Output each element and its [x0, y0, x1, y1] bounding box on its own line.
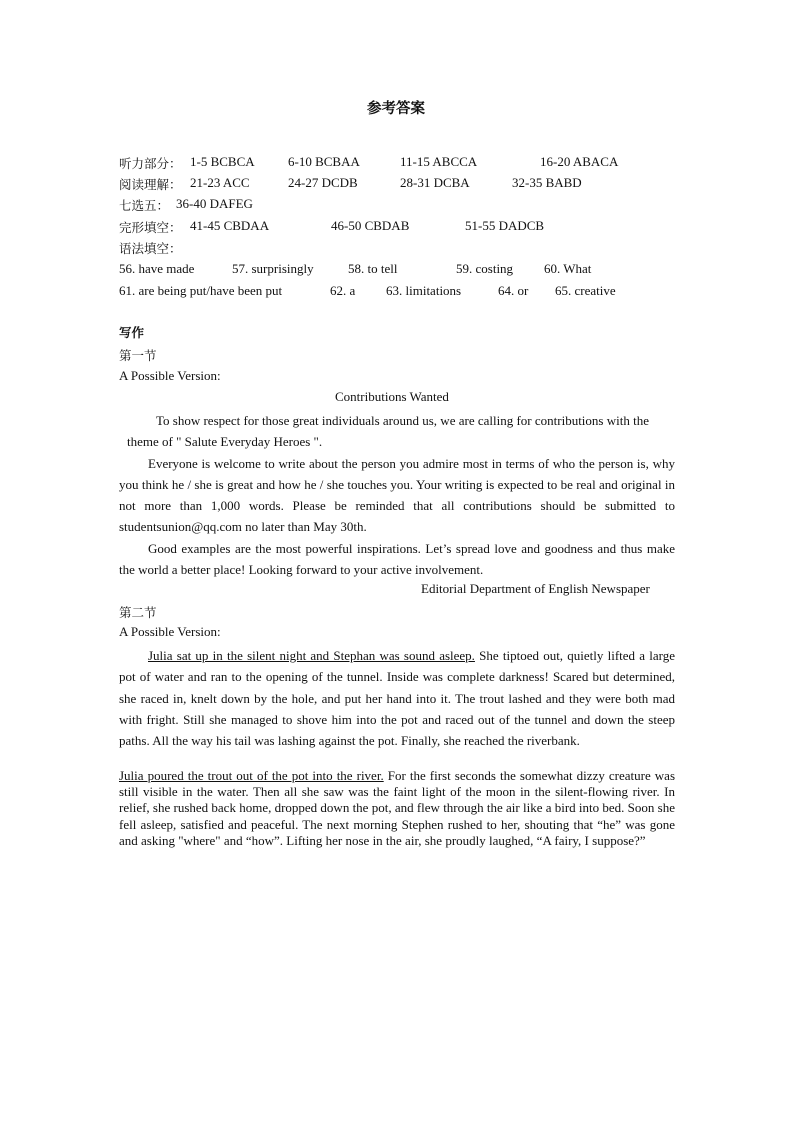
- section2-label: 第二节: [119, 605, 157, 620]
- listening-group: 6-10 BCBAA: [288, 154, 360, 169]
- listening-group: 1-5 BCBCA: [190, 154, 255, 169]
- essay-signature: Editorial Department of English Newspaper: [421, 581, 650, 596]
- grammar-answer: 62. a: [330, 283, 356, 298]
- seven-group: 36-40 DAFEG: [176, 196, 253, 211]
- essay-paragraph: Good examples are the most powerful inspirations. Let’s spread love and goodness and thus make the world a better place! Looking forward to your active involvement.: [119, 540, 675, 578]
- grammar-answer: 56. have made: [119, 261, 195, 276]
- listening-group: 16-20 ABACA: [540, 154, 619, 169]
- grammar-answer: 61. are being put/have been put: [119, 283, 283, 298]
- story-underlined-sentence: Julia poured the trout out of the pot into the river.: [119, 768, 384, 783]
- writing-heading: 写作: [119, 325, 145, 340]
- story-text: For the first seconds the somewhat dizzy creature was still visible in the water. Then all she saw was the faint light of the moon in the silent-flowing river. In relief, she rushed back home, dropped down the pot, and flew through the air like a bird into bed. Soon she fell asleep, satisfied and peaceful. The next morning Stephen rushed to her, shouting that “he” was gone and asking "where" and “how”. Lifting her nose in the air, she proudly laughed, “A fairy, I suppose?”: [119, 768, 675, 848]
- reading-group: 24-27 DCDB: [288, 175, 358, 190]
- section2-version: A Possible Version:: [119, 624, 221, 639]
- grammar-answer: 57. surprisingly: [232, 261, 314, 276]
- section1-version: A Possible Version:: [119, 368, 221, 383]
- reading-label: 阅读理解：: [119, 177, 182, 192]
- listening-label: 听力部分：: [119, 156, 182, 171]
- reading-group: 28-31 DCBA: [400, 175, 470, 190]
- essay-paragraph: To show respect for those great individuals around us, we are calling for contributions with the theme of " Salute Everyday Heroes ".: [127, 413, 649, 450]
- cloze-label: 完形填空：: [119, 220, 182, 235]
- reading-group: 21-23 ACC: [190, 175, 250, 190]
- grammar-label: 语法填空：: [119, 241, 182, 256]
- page-title: 参考答案: [367, 101, 425, 117]
- story-paragraph-1: [119, 645, 675, 751]
- reading-group: 32-35 BABD: [512, 175, 582, 190]
- cloze-group: 46-50 CBDAB: [331, 218, 410, 233]
- grammar-answer: 60. What: [544, 261, 592, 276]
- cloze-group: 41-45 CBDAA: [190, 218, 270, 233]
- grammar-answer: 59. costing: [456, 261, 514, 276]
- cloze-group: 51-55 DADCB: [465, 218, 545, 233]
- section1-label: 第一节: [119, 348, 157, 363]
- essay-body: [119, 410, 675, 580]
- story-underlined-sentence: Julia sat up in the silent night and Stephan was sound asleep.: [148, 648, 475, 663]
- grammar-answer: 64. or: [498, 283, 529, 298]
- seven-label: 七选五：: [119, 198, 170, 213]
- story-text: She tiptoed out, quietly lifted a large pot of water and ran to the opening of the tunnel. Inside was complete darkness! Scared but determined, she raced in, knelt down by the hole, and put her hand into it. The trout lashed and they were both mad with fright. Still she managed to shove him into the pot and raced out of the tunnel and down the steep paths. All the way his tail was lashing against the pot. Finally, she reached the riverbank.: [119, 648, 675, 749]
- grammar-answer: 65. creative: [555, 283, 616, 298]
- essay-title: Contributions Wanted: [335, 389, 449, 404]
- essay-paragraph: Everyone is welcome to write about the person you admire most in terms of who the person is, why you think he / she is great and how he / she touches you. Your writing is expected to be real and original in not more than 1,000 words. Please be reminded that all contributions should be submitted to studentsunion@qq.com no later than May 30th.: [119, 455, 675, 535]
- grammar-answer: 58. to tell: [348, 261, 398, 276]
- story-paragraph-2: [119, 768, 675, 849]
- listening-group: 11-15 ABCCA: [400, 154, 478, 169]
- grammar-answer: 63. limitations: [386, 283, 462, 298]
